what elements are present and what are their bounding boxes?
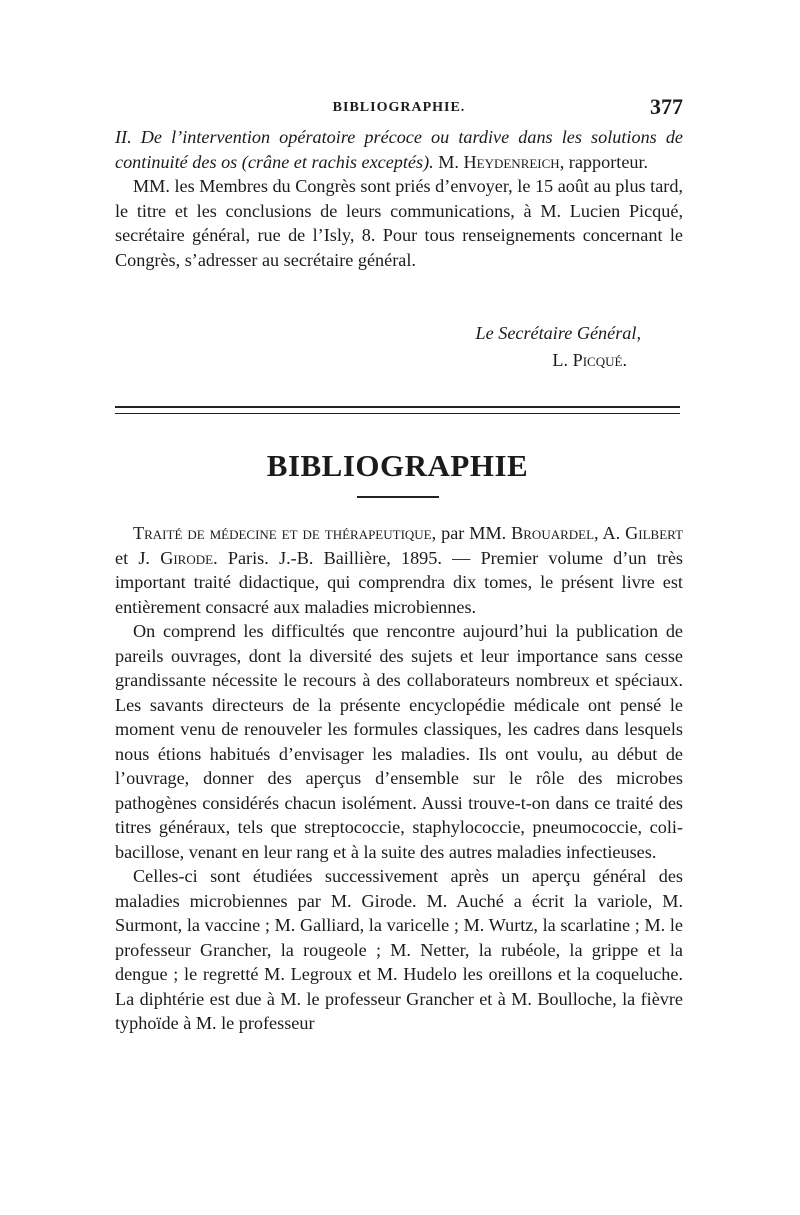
entry-by: par MM. [441, 523, 507, 543]
review-paragraph: Celles-ci sont étudiées successivement après un aperçu général des maladies microbiennes par M. Girode. M. Auché a écrit la variole, M. Surmont, la vaccine ; M. Galliard, la varicelle ; M. Wurtz, la scarlatine ; M. le professeur Grancher, la rougeole ; M. Netter, la rubéole, la grippe et la dengue ; le regretté M. Legroux et M. Hudelo les oreillons et la coqueluche. La diphtérie est due à M. le professeur Grancher et à M. Boulloche, la fièvre typhoïde à M. le professeur [115, 866, 683, 1033]
item-numeral: II. [115, 127, 132, 147]
work-title: Traité de médecine et de thérapeutique, [133, 523, 437, 543]
author-brouardel: Brouardel, [511, 523, 599, 543]
author-gilbert: Gilbert [625, 523, 684, 543]
publication-details: Paris. J.-B. Baillière, 1895. — Premier volume d’un très important traité didactique, qui comprendra dix tomes, le présent livre est entièrement consacré aux maladies microbiennes. [115, 547, 683, 617]
signature-title: Le Secrétaire Général, [475, 323, 641, 343]
page-number: 377 [650, 94, 683, 119]
notice-paragraph: MM. les Membres du Congrès sont priés d’envoyer, le 15 août au plus tard, le titre et les conclusions de leurs communications, à M. Lucien Picqué, secrétaire général, rue de l’Isly, 8. Pour tous renseignements concernant le Congrès, s’adresser au secrétaire général. [115, 176, 683, 270]
section-heading: BIBLIOGRAPHIE [266, 448, 529, 483]
rapporteur-label: rapporteur. [568, 151, 649, 172]
author-girode: Girode. [160, 547, 218, 568]
rapporteur-name: Heydenreich, [463, 151, 565, 172]
review-paragraph: On comprend les difficultés que rencontre aujourd’hui la publication de pareils ouvrages, dont la diversité des sujets et leur importance sans cesse grandissante nécessite le recours à des collaborateurs nombreux et spéciaux. Les savants directeurs de la présente encyclopédie médicale ont pensé le moment venu de renouveler les formules classiques, les cadres dans lesquels nous étions habitués d’envisager les maladies. Ils ont voulu, au début de l’ouvrage, donner des aperçus d’ensemble sur le rôle des microbes pathogènes considérés chacun isolément. Aussi trouve-t-on dans ce traité des titres généraux, tels que streptococcie, staphylococcie, pneumococcie, coli-bacillose, venant en leur rang et à la suite des autres maladies infectieuses. [115, 621, 683, 862]
heading-rule [357, 496, 439, 498]
item-m: M. [438, 151, 459, 172]
double-rule-divider [115, 406, 680, 414]
running-head [115, 94, 683, 120]
author-initial: A. [602, 523, 621, 543]
bibliography-body [115, 521, 683, 1036]
entry-paragraph [115, 521, 683, 619]
congress-notice [115, 125, 683, 272]
entry-and: et J. [115, 547, 150, 568]
item-title: De l’intervention opératoire précoce ou tardive dans les solutions de continuité des os [115, 127, 684, 172]
running-title: BIBLIOGRAPHIE. [332, 100, 466, 115]
item-title-parenthetical: (crâne et rachis exceptés). [241, 151, 434, 172]
signature-name: L. Picqué. [552, 350, 627, 370]
report-item [115, 125, 683, 174]
